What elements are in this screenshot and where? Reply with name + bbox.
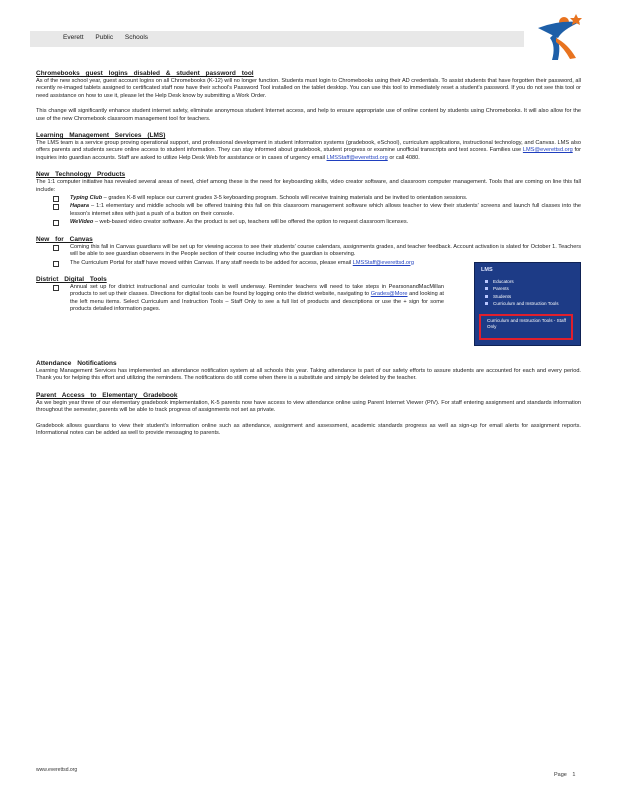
product-list <box>36 195 581 227</box>
section-heading: District Digital Tools <box>36 275 107 283</box>
lms-email-link[interactable]: LMS@everettsd.org <box>522 147 573 154</box>
paragraph: Learning Management Services has implemented an attendance notification system at all schools this year. Taking attendance is part of our safety efforts to assure students are accounted for each and every period. Thank you for helping this effort and utilizing the reminders. The notifications do still come when there is a substitute and simply be deleted by the teacher. <box>36 367 581 382</box>
list-item-text: The Curriculum Portal for staff have moved within Canvas. If any staff needs to be added for access, please email <box>70 259 352 266</box>
product-description: – web-based video creator software. As the product is set up, teachers will be offered the option to request classroom licenses. <box>93 219 409 226</box>
paragraph-text: The LMS team is a service group proving operational support, and professional development in student information systems (gradebook, eSchool), curriculum applications, instructional technology, and Canvas. LMS also offers parents and students secure online access to student information. They can stay informed about gradebook, student progress or examine unofficial transcripts and test scores. Families use <box>36 140 581 154</box>
section-district-tools <box>36 266 581 346</box>
district-tools-list <box>36 284 444 314</box>
lms-menu-item[interactable]: Educators <box>485 278 575 286</box>
section-chromebooks <box>36 70 581 123</box>
lms-menu-item[interactable]: Students <box>485 293 575 301</box>
list-item-text: and looking at the left menu items. Select Curriculum and Instruction Tools – Staff Only to see a full list of products and descriptions or use the + sign for some products detailed information pages. <box>70 291 444 313</box>
paragraph-text: or call 4080. <box>389 154 420 161</box>
page-number: Page 1 <box>554 772 576 778</box>
section-heading: New Technology Products <box>36 171 126 179</box>
lms-menu-item[interactable]: Curriculum and Instruction Tools <box>485 300 575 308</box>
product-name: Hapara <box>70 203 89 210</box>
list-item-text: Annual set up for district instructional and curricular tools is well underway. Reminder teachers will need to take steps in PearsonandMacMillan products to set up their classes. Directions for digital tools can be found by logging onto the district website, navigating to <box>70 283 444 298</box>
section-parent-access <box>36 392 581 438</box>
section-heading: Parent Access to Elementary Gradebook <box>36 391 178 399</box>
list-item <box>53 219 581 226</box>
list-item <box>53 203 581 218</box>
section-new-technology <box>36 171 581 226</box>
document-body <box>36 70 581 446</box>
lms-menu-screenshot <box>474 262 581 346</box>
lms-menu-highlighted-item[interactable]: Curriculum and Instruction Tools - Staff Only <box>487 317 566 329</box>
paragraph: This change will significantly enhance student internet safety, eliminate anonymous student Internet access, and help to ensure appropriate use of online content by students using Chromebooks. It will also allow for the use of the new Chromebook classroom management tool for teachers. <box>36 108 581 122</box>
paragraph-text: for inquiries into guardian accounts. Staff are asked to utilize Help Desk Web for assistance or in cases of urgency email <box>36 147 582 161</box>
paragraph: The 1:1 computer initiative has revealed several areas of need, chief among these is the need for keyboarding skills, video creator software, and classroom computer management. Tools that are coming on line this fall include: <box>36 179 581 193</box>
section-attendance <box>36 360 581 383</box>
footer-url: www.everettsd.org <box>36 767 78 773</box>
section-heading: Chromebooks guest logins disabled & student password tool <box>36 70 254 77</box>
section-heading: Learning Management Services (LMS) <box>36 132 166 140</box>
product-description: – 1:1 elementary and middle schools will be offered training this fall on this classroom management software which allows teacher to view their students' screens and launch full classes into the lesson's internet sites with just a push of a button on their console. <box>70 203 581 217</box>
lms-menu-title: LMS <box>481 266 493 273</box>
grades-more-link[interactable]: Grades@More <box>370 291 408 298</box>
paragraph <box>36 140 581 162</box>
section-lms <box>36 132 581 162</box>
product-name: Typing Club <box>70 195 103 202</box>
curriculum-portal-email-link[interactable]: LMSStaff@everettsd.org <box>352 259 414 266</box>
lms-staff-email-link[interactable]: LMSStaff@everettsd.org <box>326 154 388 161</box>
product-name: WeVideo <box>70 219 94 226</box>
paragraph: As of the new school year, guest account logins on all Chromebooks (K-12) will no longer function. Students must login to Chromebooks using their AD credentials. To assist students that have forgotten their password, all recently re-imaged tablets assigned to certificated staff now have their school's Password Tool installed on the tablet desktop. You can use this tool to immediately reset a student's password. If you do not see this tool or need assistance on how to use it, please let the Help Desk know by submitting a Work Order. <box>36 78 581 99</box>
list-item <box>53 284 444 314</box>
district-tools-text <box>36 276 444 315</box>
header-title: Everett Public Schools <box>63 34 149 41</box>
district-logo-icon <box>528 8 586 66</box>
district-tools-wrap <box>36 266 581 346</box>
product-description: – grades K-8 will replace our current grades 3-5 keyboarding program. Schools will receive training materials and be invited to orientation sessions. <box>102 195 468 202</box>
list-item <box>53 195 581 202</box>
lms-menu-item[interactable]: Parents <box>485 285 575 293</box>
paragraph: As we begin year three of our elementary gradebook implementation, K-5 parents now have access to view attendance online using Parent Internet Viewer (PIV). For staff entering assignment and standards information throughout the semester, parents will be able to track progress of assignments not set as private. <box>36 399 581 414</box>
list-item: Coming this fall in Canvas guardians will be set up for viewing access to see their students' course calendars, assignments grades, and teacher feedback. Account activation is slated for October 1. Teachers will be able to see guardian observers in the People section of their course including who the guardian is observing. <box>53 244 581 259</box>
section-heading: Attendance Notifications <box>36 359 117 367</box>
lms-menu-list <box>485 278 575 308</box>
section-heading: New for Canvas <box>36 235 93 243</box>
paragraph: Gradebook allows guardians to view their student's information online such as attendance, assignment and assessment, academic standards progress as well as sign-up for email alerts for assignment reports. Informational notes can be added as well to provide messaging to parents. <box>36 422 581 436</box>
